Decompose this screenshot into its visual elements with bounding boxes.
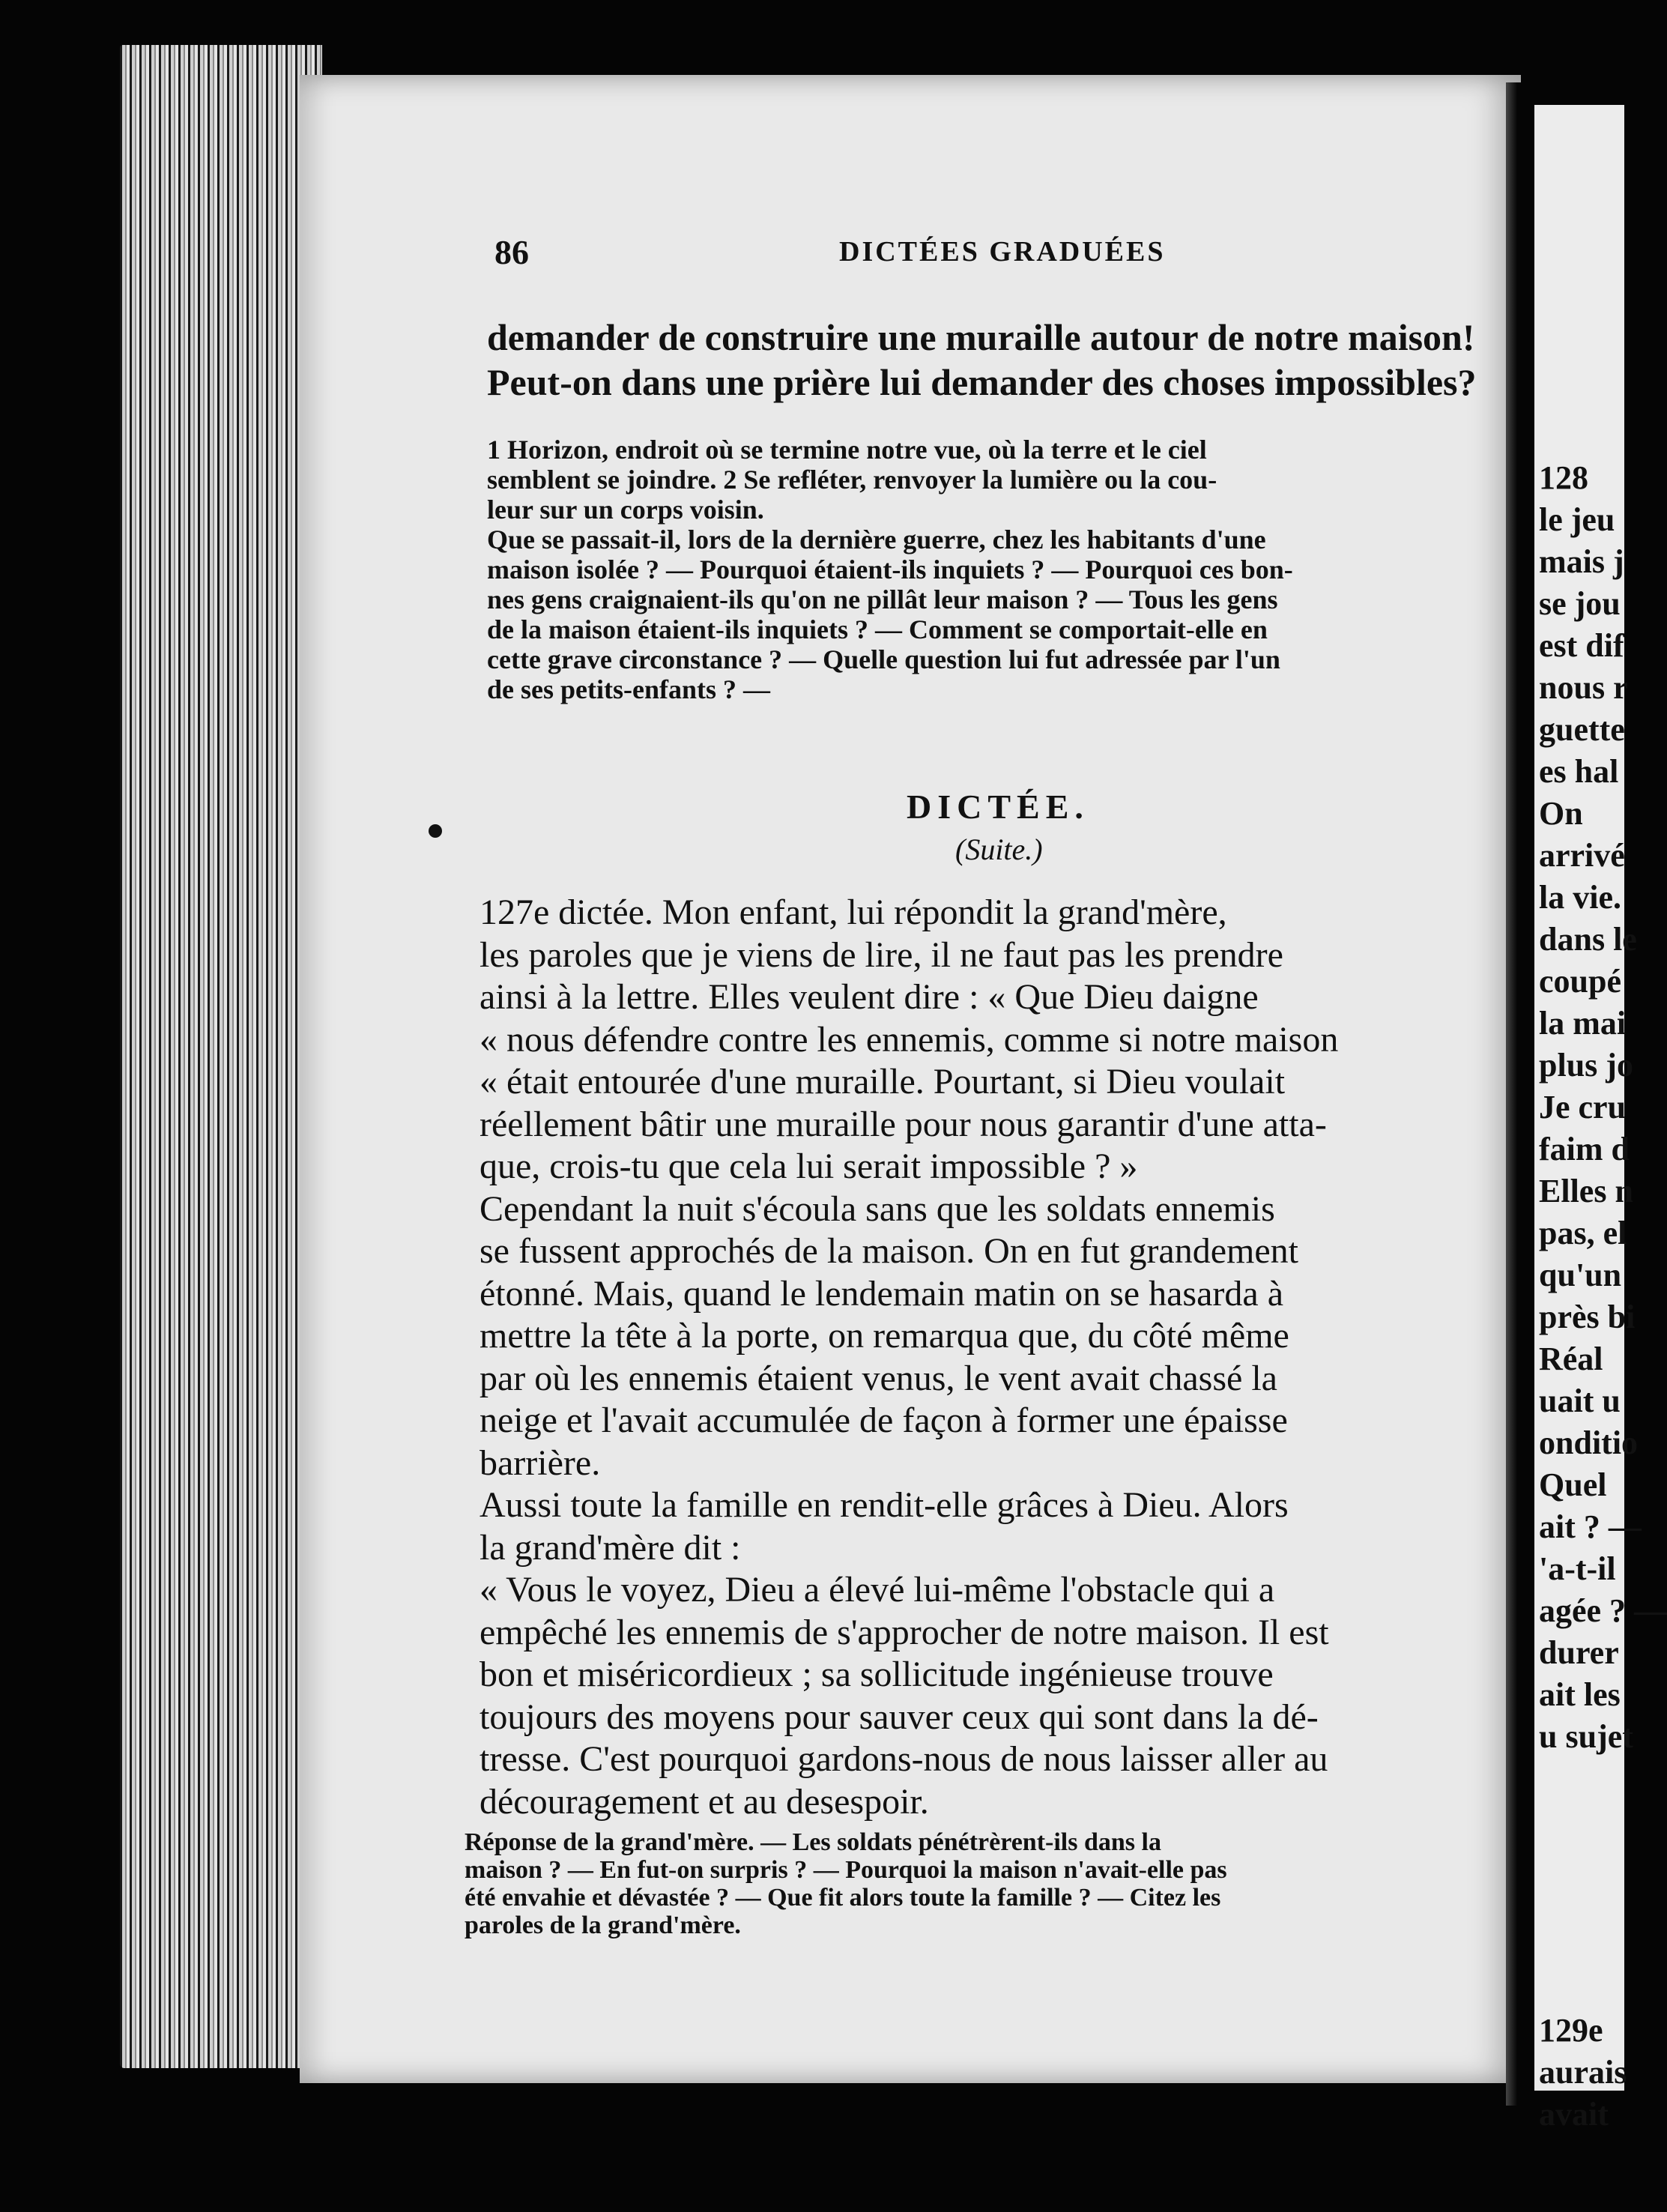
page-edges xyxy=(120,45,322,2068)
note-line: cette grave circonstance ? — Quelle question lui fut adressée par l'un xyxy=(487,644,1280,674)
note-line: de ses petits-enfants ? — xyxy=(487,674,770,704)
facing-page-line: dans le xyxy=(1539,921,1637,958)
facing-page-line: 128 xyxy=(1539,459,1588,496)
body-line: découragement et au desespoir. xyxy=(479,1781,929,1822)
facing-page-line: avait xyxy=(1539,2096,1609,2133)
facing-page-line: ait ? — xyxy=(1539,1508,1642,1545)
body-line: toujours des moyens pour sauver ceux qui sont dans la dé- xyxy=(479,1696,1319,1737)
facing-page-line: la vie. xyxy=(1539,879,1621,916)
facing-page-line: est dif xyxy=(1539,627,1624,664)
facing-page-line: es hal xyxy=(1539,753,1619,790)
section-subtitle: (Suite.) xyxy=(955,832,1043,866)
facing-page-line: Elles n xyxy=(1539,1173,1633,1209)
facing-page-line: 'a-t-il xyxy=(1539,1550,1616,1587)
body-line: étonné. Mais, quand le lendemain matin on se hasarda à xyxy=(479,1273,1283,1314)
question-line: maison ? — En fut-on surpris ? — Pourquoi la maison n'avait-elle pas xyxy=(465,1856,1227,1884)
body-line: par où les ennemis étaient venus, le vent avait chassé la xyxy=(479,1358,1277,1398)
question-line: Réponse de la grand'mère. — Les soldats pénétrèrent-ils dans la xyxy=(465,1828,1161,1856)
body-line: Cependant la nuit s'écoula sans que les soldats ennemis xyxy=(479,1188,1275,1229)
facing-page-line xyxy=(1539,1800,1667,1842)
facing-page-line xyxy=(1539,1758,1667,1800)
text-line: Peut-on dans une prière lui demander des choses impossibles? xyxy=(487,361,1477,403)
note-line: semblent se joindre. 2 Se refléter, renvoyer la lumière ou la cou- xyxy=(487,465,1217,495)
body-line: neige et l'avait accumulée de façon à former une épaisse xyxy=(479,1400,1288,1440)
note-line: maison isolée ? — Pourquoi étaient-ils inquiets ? — Pourquoi ces bon- xyxy=(487,554,1293,584)
facing-page-line: aurais xyxy=(1539,2054,1627,2091)
facing-page-line: uait u xyxy=(1539,1382,1621,1419)
running-head: DICTÉES GRADUÉES xyxy=(839,236,1166,268)
facing-page-line: ait les xyxy=(1539,1676,1621,1713)
facing-page-line: nous r xyxy=(1539,669,1628,706)
page-header xyxy=(494,232,1506,277)
facing-page-fragment xyxy=(1534,105,1667,2133)
body-line: « Vous le voyez, Dieu a élevé lui-même l'obstacle qui a xyxy=(479,1570,1275,1610)
note-line: Que se passait-il, lors de la dernière guerre, chez les habitants d'une xyxy=(487,525,1266,554)
body-line: barrière. xyxy=(479,1442,601,1483)
note-line: nes gens craignaient-ils qu'on ne pillât leur maison ? — Tous les gens xyxy=(487,584,1278,614)
dictation-body xyxy=(479,892,1521,1823)
facing-page-line: arrivé xyxy=(1539,837,1625,874)
facing-page-line: pas, el xyxy=(1539,1215,1627,1251)
question-line: paroles de la grand'mère. xyxy=(465,1912,741,1939)
body-line: que, crois-tu que cela lui serait impossible ? » xyxy=(479,1146,1138,1186)
facing-page-line: 129e xyxy=(1539,2012,1603,2049)
footnotes-and-questions xyxy=(487,435,1521,704)
question-line: été envahie et dévastée ? — Que fit alors toute la famille ? — Citez les xyxy=(465,1884,1221,1912)
note-line: de la maison étaient-ils inquiets ? — Comment se comportait-elle en xyxy=(487,614,1268,644)
note-line: 1 Horizon, endroit où se termine notre vue, où la terre et le ciel xyxy=(487,435,1207,465)
facing-page-line xyxy=(1539,1926,1667,1968)
comprehension-questions xyxy=(465,1828,1521,1939)
facing-page-line: près bi xyxy=(1539,1299,1636,1335)
facing-page-line: onditio xyxy=(1539,1424,1639,1461)
body-line: tresse. C'est pourquoi gardons-nous de nous laisser aller au xyxy=(479,1739,1328,1779)
body-line: se fussent approchés de la maison. On en fut grandement xyxy=(479,1231,1299,1271)
facing-page-line: mais j xyxy=(1539,543,1624,580)
facing-page-line: se jou xyxy=(1539,585,1621,622)
facing-page-line: qu'un xyxy=(1539,1257,1622,1293)
body-line: Aussi toute la famille en rendit-elle grâces à Dieu. Alors xyxy=(479,1485,1289,1525)
section-title: DICTÉE. xyxy=(907,788,1089,826)
body-line: 127e dictée. Mon enfant, lui répondit la grand'mère, xyxy=(479,892,1227,932)
page-number: 86 xyxy=(494,233,529,271)
body-line: bon et miséricordieux ; sa sollicitude ingénieuse trouve xyxy=(479,1655,1274,1694)
body-line: mettre la tête à la porte, on remarqua que, du côté même xyxy=(479,1316,1289,1356)
facing-page-line: agée ? — xyxy=(1539,1592,1667,1629)
body-line: ainsi à la lettre. Elles veulent dire : « Que Dieu daigne xyxy=(479,977,1259,1017)
facing-page-line: faim d xyxy=(1539,1131,1630,1167)
facing-page-line: Réal xyxy=(1539,1341,1603,1377)
facing-page-line: la mai xyxy=(1539,1005,1627,1042)
facing-page-line xyxy=(1539,1842,1667,1884)
facing-page-line: durer xyxy=(1539,1634,1619,1671)
facing-page-line: Je cru xyxy=(1539,1089,1627,1125)
ink-spot xyxy=(429,824,442,838)
facing-page-line: guette xyxy=(1539,711,1625,748)
continued-text xyxy=(487,315,1521,405)
facing-page-line: le jeu xyxy=(1539,501,1615,538)
body-line: les paroles que je viens de lire, il ne faut pas les prendre xyxy=(479,934,1283,975)
facing-page-line: coupé xyxy=(1539,963,1621,1000)
body-line: « était entourée d'une muraille. Pourtant, si Dieu voulait xyxy=(479,1062,1286,1102)
body-line: la grand'mère dit : xyxy=(479,1527,741,1568)
facing-page-line: u sujet xyxy=(1539,1718,1633,1755)
facing-page-line: On xyxy=(1539,795,1583,832)
facing-page-line xyxy=(1539,1968,1667,2010)
body-line: empêché les ennemis de s'approcher de notre maison. Il est xyxy=(479,1612,1329,1652)
body-line: « nous défendre contre les ennemis, comme si notre maison xyxy=(479,1019,1339,1060)
text-line: demander de construire une muraille autour de notre maison! xyxy=(487,316,1475,358)
facing-page-line: Quel xyxy=(1539,1466,1607,1503)
note-line: leur sur un corps voisin. xyxy=(487,495,764,525)
facing-page-line xyxy=(1539,1884,1667,1926)
body-line: réellement bâtir une muraille pour nous garantir d'une atta- xyxy=(479,1104,1327,1144)
facing-page-line: plus jo xyxy=(1539,1047,1633,1084)
